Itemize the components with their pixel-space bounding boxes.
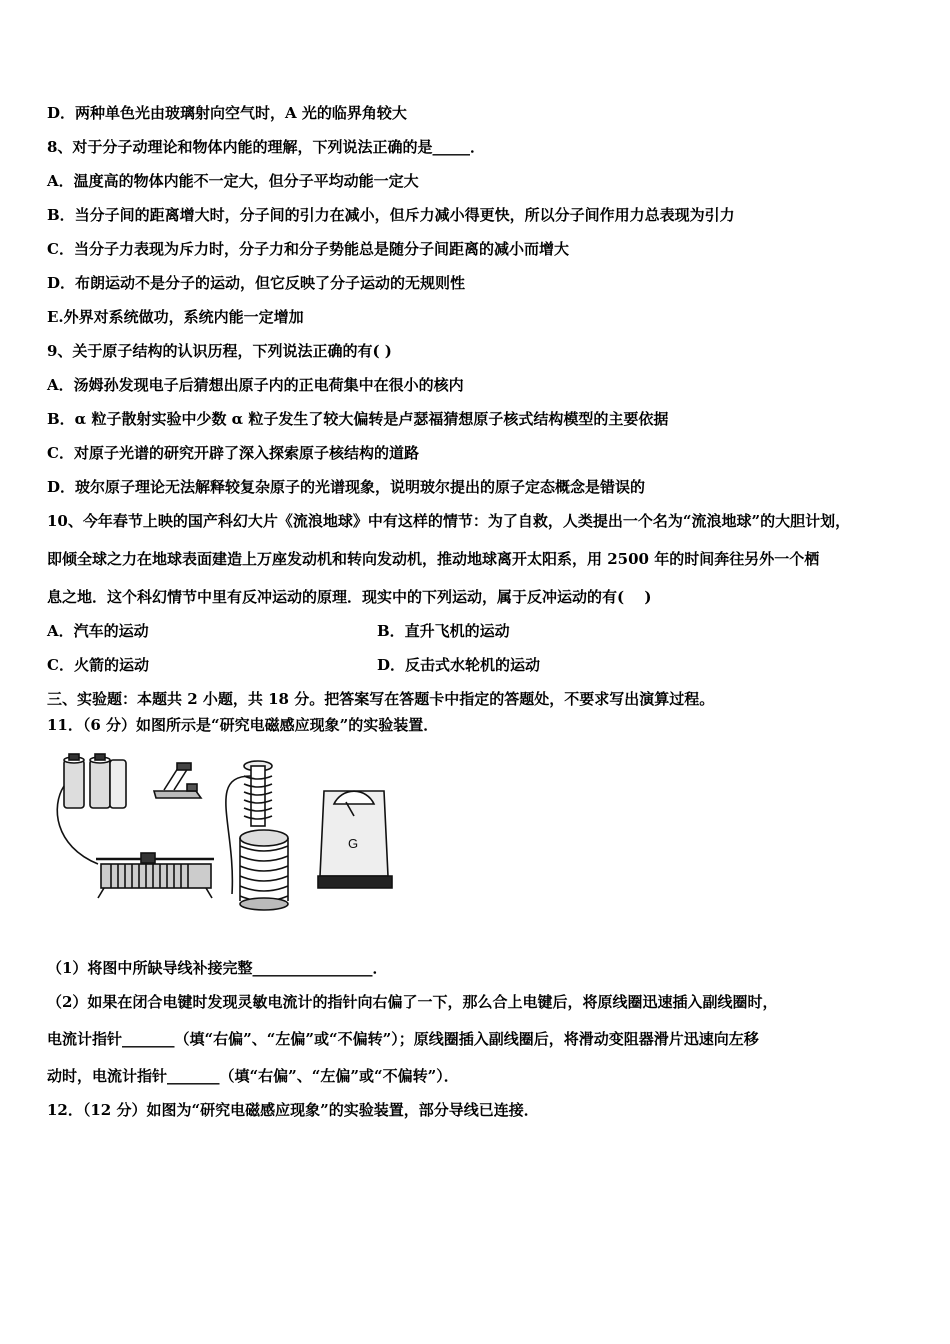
- q9-option-b: B．α 粒子散射实验中少数 α 粒子发生了较大偏转是卢瑟福猜想原子核式结构模型的主要依据: [47, 410, 669, 428]
- q10-option-b: B．直升飞机的运动: [377, 622, 510, 640]
- q11-part2-line2: 电流计指针_______（填“右偏”、“左偏”或“不偏转”）；原线圈插入副线圈后，将滑动变阻器滑片迅速向左移: [47, 1030, 759, 1048]
- q9-option-d: D．玻尔原子理论无法解释较复杂原子的光谱现象，说明玻尔提出的原子定态概念是错误的: [47, 478, 646, 496]
- q8-option-d: D．布朗运动不是分子的运动，但它反映了分子运动的无规则性: [47, 274, 466, 292]
- electromagnetic-induction-apparatus-figure: [46, 746, 398, 918]
- q10-stem-line1: 10、今年春节上映的国产科幻大片《流浪地球》中有这样的情节：为了自救，人类提出一个名为“流浪地球”的大胆计划，: [47, 512, 851, 530]
- q9-stem: 9、关于原子结构的认识历程，下列说法正确的有( ): [47, 342, 392, 360]
- q7-option-d: D．两种单色光由玻璃射向空气时，A 光的临界角较大: [47, 104, 407, 122]
- q8-option-c: C．当分子力表现为斥力时，分子力和分子势能总是随分子间距离的减小而增大: [47, 240, 569, 258]
- section-3-heading: 三、实验题：本题共 2 小题，共 18 分。把答案写在答题卡中指定的答题处，不要求写出演算过程。: [47, 690, 715, 708]
- coil-icon: [240, 761, 288, 910]
- q8-option-e: E.外界对系统做功，系统内能一定增加: [47, 308, 304, 326]
- galvanometer-label: G: [348, 836, 359, 851]
- q8-option-a: A．温度高的物体内能不一定大，但分子平均动能一定大: [47, 172, 419, 190]
- battery-icon: [64, 754, 126, 808]
- q10-stem-line2: 即倾全球之力在地球表面建造上万座发动机和转向发动机，推动地球离开太阳系，用 2500 年的时间奔往另外一个栖: [47, 550, 820, 568]
- q9-option-c: C．对原子光谱的研究开辟了深入探索原子核结构的道路: [47, 444, 419, 462]
- switch-icon: [154, 763, 201, 798]
- q10-stem-line3: 息之地．这个科幻情节中里有反冲运动的原理．现实中的下列运动，属于反冲运动的有( ): [47, 588, 652, 606]
- q11-part2-line3: 动时，电流计指针_______（填“右偏”、“左偏”或“不偏转”）．: [47, 1067, 459, 1085]
- q11-part2-line1: （2）如果在闭合电键时发现灵敏电流计的指针向右偏了一下，那么合上电键后，将原线圈迅速插入副线圈时，: [47, 993, 778, 1011]
- q11-stem: 11．（6 分）如图所示是“研究电磁感应现象”的实验装置．: [47, 716, 439, 734]
- q10-option-a: A．汽车的运动: [47, 622, 149, 640]
- q8-option-b: B．当分子间的距离增大时，分子间的引力在减小，但斥力减小得更快，所以分子间作用力总表现为引力: [47, 206, 735, 224]
- q8-stem: 8、对于分子动理论和物体内能的理解，下列说法正确的是_____．: [47, 138, 485, 156]
- q12-stem: 12．（12 分）如图为“研究电磁感应现象”的实验装置，部分导线已连接．: [47, 1101, 539, 1119]
- rheostat-icon: [96, 853, 214, 898]
- q10-option-d: D．反击式水轮机的运动: [377, 656, 541, 674]
- q11-part1: （1）将图中所缺导线补接完整________________．: [47, 959, 388, 977]
- q10-option-c: C．火箭的运动: [47, 656, 149, 674]
- q9-option-a: A．汤姆孙发现电子后猜想出原子内的正电荷集中在很小的核内: [47, 376, 464, 394]
